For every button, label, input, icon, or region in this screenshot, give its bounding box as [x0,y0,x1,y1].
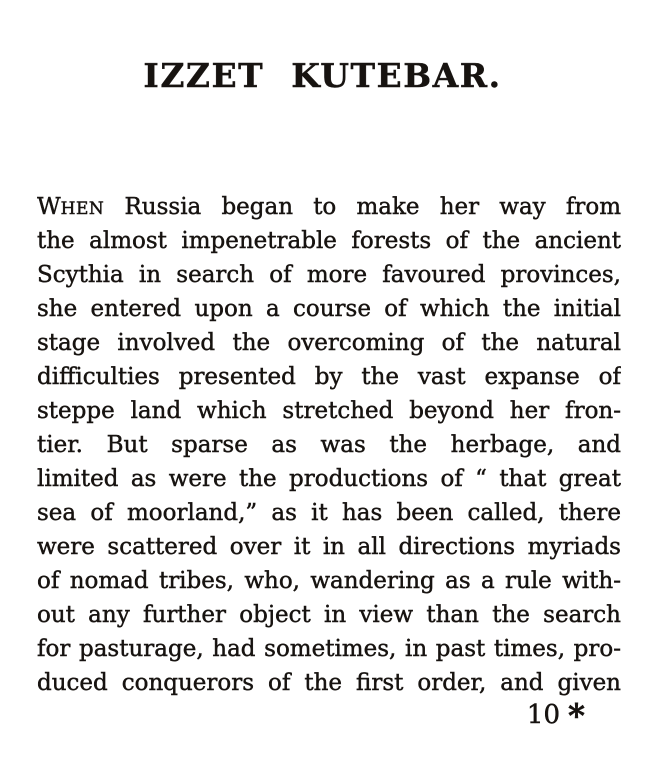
body-line: steppe land which stretched beyond her fron- [37,398,621,424]
body-line: the almost impenetrable forests of the ancient [37,228,621,254]
signature-number: 10 [526,700,560,730]
body-line: of nomad tribes, who, wandering as a rule with- [37,568,621,594]
body-line-text: Russia began to make her way from [124,194,621,220]
body-line: Scythia in search of more favoured provinces, [37,262,621,288]
opening-word-initial: W [37,194,61,220]
body-line: out any further object in view than the search [37,602,621,628]
body-line [37,190,621,224]
body-line: for pasturage, had sometimes, in past times, pro- [37,636,621,662]
body-line: difficulties presented by the vast expanse of [37,364,621,390]
signature-mark: 10 * [526,695,585,735]
body-line: limited as were the productions of “ that great [37,466,621,492]
body-line: stage involved the overcoming of the natural [37,330,621,356]
body-line: tier. But sparse as was the herbage, and [37,432,621,458]
body-line: sea of moorland,” as it has been called, there [37,500,621,526]
body-paragraph [37,190,621,700]
chapter-title: IZZET KUTEBAR. [143,56,502,95]
opening-word-small-caps: HEN [60,199,105,219]
body-line: were scattered over it in all directions myriads [37,534,621,560]
body-line: duced conquerors of the first order, and given [37,670,621,696]
body-line: she entered upon a course of which the initial [37,296,621,322]
